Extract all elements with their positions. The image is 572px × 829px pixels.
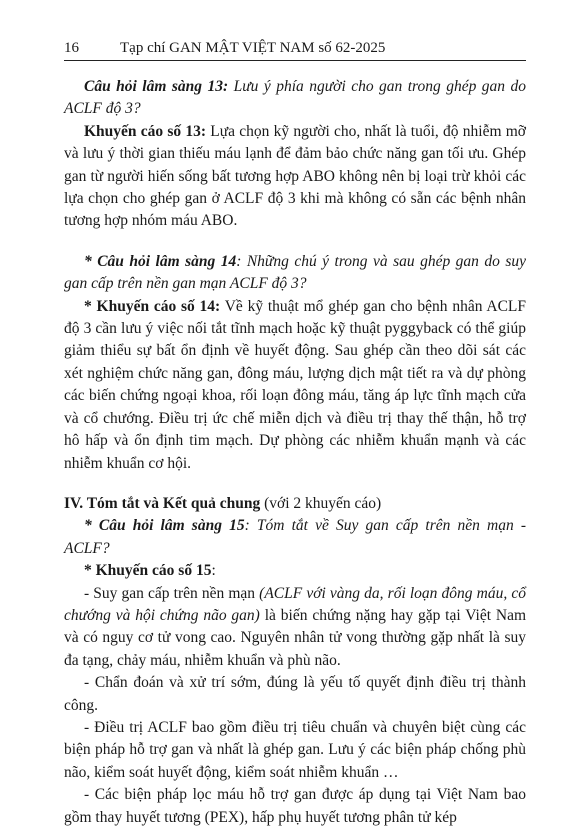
recommendation-14-text: Về kỹ thuật mổ ghép gan cho bệnh nhân ACLF độ 3 cần lưu ý việc nối tắt tĩnh mạch hoặc kỹ thuật pyggyback có thể giúp giảm thiểu sự bất ổn định về huyết động. Sau ghép cần theo dõi sát các xét nghiệm chức năng gan, đông máu, lượng dịch mật tiết ra và dự phòng các biến chứng ngoại khoa, rối loạn đông máu, tăng áp lực tĩnh mạch cửa và cổ chướng. Điều trị ức chế miễn dịch và điều trị thay thế thận, hỗ trợ hô hấp và ổn định tim mạch. Dự phòng các nhiễm khuẩn mạnh và các nhiễm khuẩn cơ hội. bbox=[64, 297, 526, 472]
question-13-text: Lưu ý phía người cho gan trong ghép gan do ACLF độ 3? bbox=[64, 78, 526, 118]
recommendation-15-bullet-3: - Điều trị ACLF bao gồm điều trị tiêu chuẩn và chuyên biệt cùng các biện pháp hỗ trợ gan và nhất là ghép gan. Lưu ý các biện pháp chống phù não, kiểm soát huyết động, kiểm soát nhiễm khuẩn … bbox=[64, 718, 526, 781]
question-15-label: * Câu hỏi lâm sàng 15 bbox=[84, 517, 245, 535]
recommendation-14-label: * Khuyến cáo số 14: bbox=[84, 297, 221, 315]
clinical-question-15 bbox=[64, 515, 526, 560]
running-header bbox=[64, 38, 526, 58]
question-13-label: Câu hỏi lâm sàng 13: bbox=[84, 78, 229, 95]
bullet-1-italic: (ACLF với vàng da, rối loạn đông máu, cổ chướng và hội chứng não gan) bbox=[64, 584, 526, 624]
question-15-text: : Tóm tắt về Suy gan cấp trên nền mạn - ACLF? bbox=[64, 517, 526, 557]
journal-title: Tạp chí GAN MẬT VIỆT NAM số 62-2025 bbox=[120, 40, 386, 56]
recommendation-15-bullet-4: - Các biện pháp lọc máu hỗ trợ gan được áp dụng tại Việt Nam bao gồm thay huyết tương (PEX), hấp phụ huyết tương phân tử kép bbox=[64, 786, 526, 826]
recommendation-14 bbox=[64, 296, 526, 475]
recommendation-15-heading bbox=[64, 560, 526, 582]
recommendation-15-bullet-1 bbox=[64, 583, 526, 673]
question-14-label: * Câu hỏi lâm sàng 14 bbox=[84, 252, 237, 270]
bullet-1-text-b: là biến chứng nặng hay gặp tại Việt Nam và có nguy cơ tử vong cao. Nguyên nhân tử vong thường gặp nhất là suy đa tạng, chảy máu, nhiễm khuẩn và phù não. bbox=[64, 606, 527, 669]
recommendation-15-colon: : bbox=[211, 562, 216, 580]
section-4-title: IV. Tóm tắt và Kết quả chung bbox=[64, 494, 261, 512]
bullet-1-text-a: - Suy gan cấp trên nền mạn bbox=[84, 584, 260, 602]
recommendation-15-label: * Khuyến cáo số 15 bbox=[84, 562, 212, 580]
section-4-note: (với 2 khuyến cáo) bbox=[260, 494, 382, 512]
article-body bbox=[64, 76, 526, 829]
header-rule bbox=[64, 60, 526, 61]
recommendation-15-bullet-2: - Chẩn đoán và xử trí sớm, đúng là yếu tố quyết định điều trị thành công. bbox=[64, 674, 526, 714]
spacer bbox=[64, 233, 526, 251]
recommendation-13-label: Khuyến cáo số 13: bbox=[84, 122, 207, 140]
section-4-heading bbox=[64, 493, 526, 515]
page-number: 16 bbox=[64, 40, 79, 56]
question-14-text: : Những chú ý trong và sau ghép gan do suy gan cấp trên nền gan mạn ACLF độ 3? bbox=[64, 252, 526, 293]
recommendation-13 bbox=[64, 121, 526, 233]
recommendation-13-text: Lựa chọn kỹ người cho, nhất là tuổi, độ nhiễm mỡ và lưu ý thời gian thiếu máu lạnh để đảm bảo chức năng gan tối ưu. Ghép gan từ người hiến sống bất tương hợp ABO không nên bị loại trừ khỏi các lựa chọn cho ghép gan ở ACLF độ 3 khi mà không có sẵn các bệnh nhân tương hợp nhóm máu ABO. bbox=[64, 122, 526, 230]
spacer bbox=[64, 475, 526, 493]
clinical-question-13 bbox=[64, 76, 526, 121]
clinical-question-14 bbox=[64, 251, 526, 296]
